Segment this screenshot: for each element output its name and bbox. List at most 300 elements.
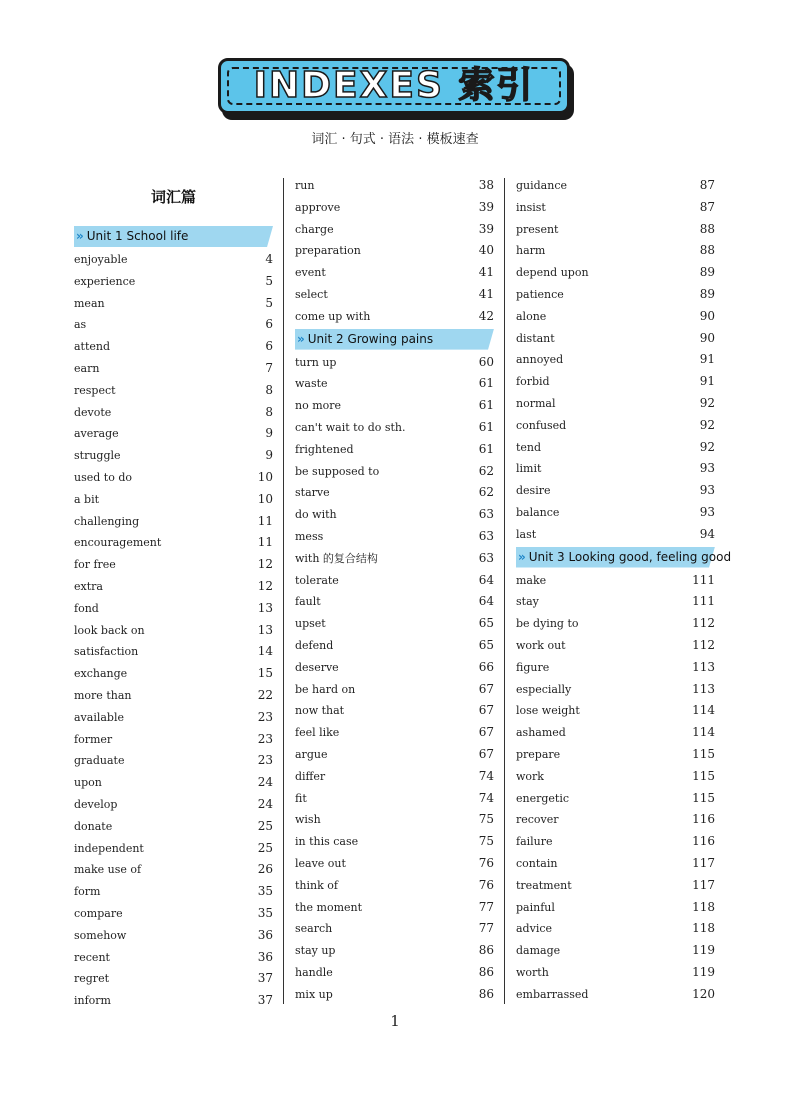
entry-term: challenging [74, 514, 140, 528]
entry-term: embarrassed [516, 987, 589, 1001]
entry-page: 24 [257, 775, 273, 790]
index-entry [74, 489, 273, 511]
entry-page: 67 [478, 725, 494, 740]
entry-term: struggle [74, 449, 121, 463]
entry-page: 66 [478, 659, 494, 674]
entry-page: 119 [692, 943, 715, 958]
entry-page: 114 [692, 725, 715, 740]
index-entry [74, 598, 273, 620]
entry-term: as [74, 318, 87, 332]
entry-term: handle [295, 965, 333, 979]
entry-page: 24 [257, 796, 273, 811]
index-entry [74, 729, 273, 751]
entry-term: tend [516, 440, 542, 454]
entry-page: 12 [257, 557, 273, 572]
entry-term: look back on [74, 623, 145, 637]
entry-page: 114 [692, 703, 715, 718]
entry-term: insist [516, 200, 546, 214]
entry-term: donate [74, 819, 113, 833]
entry-term: former [74, 732, 113, 746]
index-entry [295, 395, 494, 417]
entry-term: leave out [295, 856, 346, 870]
entry-term: failure [516, 835, 553, 849]
entry-page: 64 [478, 572, 494, 587]
entry-term: energetic [516, 791, 570, 805]
index-entry [295, 526, 494, 548]
index-entry [295, 635, 494, 657]
column-divider [504, 178, 505, 1004]
index-entry [516, 570, 715, 592]
entry-term: experience [74, 274, 136, 288]
entry-term: harm [516, 244, 546, 258]
entry-page: 90 [699, 330, 715, 345]
entry-page: 117 [692, 877, 715, 892]
entry-page: 92 [699, 417, 715, 432]
entry-page: 89 [699, 286, 715, 301]
index-entry [295, 788, 494, 810]
entry-page: 15 [257, 666, 273, 681]
index-entry [295, 766, 494, 788]
entry-page: 39 [478, 221, 494, 236]
index-entry [74, 467, 273, 489]
index-entry [295, 940, 494, 962]
entry-term: earn [74, 361, 100, 375]
entry-page: 63 [478, 528, 494, 543]
index-entry [516, 788, 715, 810]
index-entry [516, 284, 715, 306]
entry-page: 93 [699, 504, 715, 519]
index-entry [295, 504, 494, 526]
entry-term: exchange [74, 667, 128, 681]
unit-header-label [297, 329, 433, 350]
index-entry [516, 524, 715, 546]
index-column-2 [295, 175, 494, 1005]
entry-page: 89 [699, 265, 715, 280]
index-entry [295, 262, 494, 284]
index-entry [516, 306, 715, 328]
index-entry [516, 897, 715, 919]
entry-page: 86 [478, 943, 494, 958]
entry-page: 115 [692, 790, 715, 805]
entry-term: do with [295, 508, 337, 522]
entry-page: 5 [265, 273, 273, 288]
section-title: 词汇篇 [150, 188, 196, 206]
entry-term: upset [295, 617, 326, 631]
entry-page: 112 [692, 616, 715, 631]
entry-page: 67 [478, 703, 494, 718]
index-entry [295, 439, 494, 461]
index-entry [295, 591, 494, 613]
entry-page: 116 [692, 812, 715, 827]
index-entry [516, 175, 715, 197]
index-entry [516, 657, 715, 679]
index-entry [74, 685, 273, 707]
entry-term: painful [516, 900, 555, 914]
entry-term: make use of [74, 863, 142, 877]
entry-page: 74 [478, 768, 494, 783]
entry-term: somehow [74, 928, 127, 942]
entry-term: worth [516, 965, 549, 979]
entry-term: stay [516, 595, 539, 609]
index-entry [74, 903, 273, 925]
index-entry [516, 722, 715, 744]
index-entry [516, 875, 715, 897]
index-entry [74, 271, 273, 293]
index-entry [74, 881, 273, 903]
index-entry [295, 809, 494, 831]
entry-page: 38 [478, 178, 494, 192]
entry-page: 41 [478, 265, 494, 280]
entry-term: preparation [295, 244, 361, 258]
index-entry [516, 984, 715, 1006]
index-entry [74, 794, 273, 816]
entry-page: 75 [478, 812, 494, 827]
entry-page: 23 [257, 753, 273, 768]
entry-term: distant [516, 331, 555, 345]
index-entry [516, 371, 715, 393]
entry-page: 7 [265, 360, 273, 375]
entry-page: 62 [478, 485, 494, 500]
entry-page: 61 [478, 376, 494, 391]
entry-page: 11 [257, 535, 273, 550]
entry-page: 63 [478, 507, 494, 522]
entry-term: recover [516, 813, 559, 827]
index-column-3 [516, 175, 732, 1005]
entry-page: 37 [257, 993, 273, 1008]
entry-term: forbid [516, 375, 550, 389]
index-entry [295, 461, 494, 483]
index-entry [295, 962, 494, 984]
entry-page: 119 [692, 964, 715, 979]
page-subtitle: 词汇 · 句式 · 语法 · 模板速查 [311, 132, 479, 147]
unit-title: Unit 1 School life [86, 229, 189, 243]
title-banner [218, 58, 570, 114]
entry-term: work out [516, 638, 566, 652]
index-entry [74, 511, 273, 533]
index-entry [74, 358, 273, 380]
index-entry [74, 859, 273, 881]
entry-page: 12 [257, 578, 273, 593]
entry-page: 118 [692, 899, 715, 914]
index-entry [295, 306, 494, 328]
entry-page: 118 [692, 921, 715, 936]
entry-term: be dying to [516, 617, 579, 631]
index-entry [295, 831, 494, 853]
index-entry [516, 918, 715, 940]
index-entry [295, 175, 494, 197]
entry-term: especially [516, 682, 572, 696]
index-entry [295, 570, 494, 592]
entry-page: 42 [478, 308, 494, 323]
entry-page: 67 [478, 681, 494, 696]
entry-term: inform [74, 994, 111, 1008]
entry-term: graduate [74, 754, 125, 768]
index-entry [516, 219, 715, 241]
entry-term: alone [516, 309, 547, 323]
index-entry [295, 548, 494, 570]
entry-page: 76 [478, 855, 494, 870]
entry-page: 13 [257, 600, 273, 615]
index-entry [74, 620, 273, 642]
entry-term: attend [74, 340, 111, 354]
entry-term: now that [295, 704, 345, 718]
entry-page: 113 [692, 681, 715, 696]
entry-term: think of [295, 878, 338, 892]
entry-page: 65 [478, 616, 494, 631]
entry-term: recent [74, 950, 110, 964]
entry-term: mean [74, 296, 105, 310]
entry-term: starve [295, 486, 330, 500]
entry-term: compare [74, 906, 123, 920]
index-entry [295, 352, 494, 374]
entry-term: contain [516, 856, 558, 870]
index-entry [74, 380, 273, 402]
index-entry [295, 744, 494, 766]
entry-page: 61 [478, 441, 494, 456]
index-entry [74, 445, 273, 467]
entry-page: 63 [478, 550, 494, 565]
column-divider [283, 178, 284, 1004]
index-entry [295, 875, 494, 897]
entry-page: 25 [257, 840, 273, 855]
index-entry [74, 293, 273, 315]
entry-page: 14 [257, 644, 273, 659]
entry-term: stay up [295, 944, 336, 958]
index-entry [295, 853, 494, 875]
entry-term: respect [74, 383, 116, 397]
index-entry [516, 809, 715, 831]
entry-page: 6 [265, 339, 273, 354]
entry-page: 13 [257, 622, 273, 637]
entry-term: approve [295, 200, 341, 214]
entry-page: 23 [257, 709, 273, 724]
entry-page: 120 [692, 986, 715, 1001]
entry-term: can't wait to do sth. [295, 420, 406, 434]
entry-page: 86 [478, 986, 494, 1001]
entry-page: 67 [478, 746, 494, 761]
entry-term: balance [516, 505, 560, 519]
entry-term: feel like [295, 726, 340, 740]
entry-page: 87 [699, 178, 715, 192]
entry-term: fit [295, 791, 307, 805]
entry-term: regret [74, 972, 109, 986]
entry-term: frightened [295, 442, 354, 456]
entry-page: 93 [699, 461, 715, 476]
index-entry [516, 240, 715, 262]
entry-page: 65 [478, 637, 494, 652]
index-entry [516, 502, 715, 524]
entry-page: 87 [699, 199, 715, 214]
index-entry [74, 750, 273, 772]
entry-term: defend [295, 638, 334, 652]
entry-term: turn up [295, 355, 337, 369]
entry-term: waste [295, 377, 328, 391]
index-entry [74, 423, 273, 445]
index-entry [74, 641, 273, 663]
unit-header-label [76, 226, 188, 247]
entry-page: 94 [699, 526, 715, 541]
index-entry [516, 962, 715, 984]
index-entry [516, 613, 715, 635]
entry-page: 76 [478, 877, 494, 892]
entry-page: 8 [265, 404, 273, 419]
entry-page: 77 [478, 921, 494, 936]
index-entry [516, 744, 715, 766]
index-entry [74, 554, 273, 576]
entry-term: guidance [516, 179, 567, 192]
entry-term: upon [74, 776, 102, 790]
entry-page: 23 [257, 731, 273, 746]
entry-term: damage [516, 944, 561, 958]
unit-header-label [518, 547, 731, 568]
index-entry [74, 990, 273, 1012]
index-entry [516, 635, 715, 657]
entry-term: encouragement [74, 536, 162, 550]
entry-page: 9 [265, 448, 273, 463]
entry-term: devote [74, 405, 112, 419]
index-entry [295, 219, 494, 241]
index-entry [74, 816, 273, 838]
entry-term: satisfaction [74, 645, 139, 659]
index-entry [516, 437, 715, 459]
entry-term: ashamed [516, 726, 566, 740]
index-entry [516, 197, 715, 219]
entry-term: differ [295, 769, 326, 783]
entry-term: argue [295, 747, 328, 761]
unit-header [295, 329, 494, 350]
index-entry [74, 402, 273, 424]
entry-term: treatment [516, 878, 572, 892]
entry-page: 26 [257, 862, 273, 877]
entry-page: 117 [692, 855, 715, 870]
entry-term: annoyed [516, 353, 564, 367]
entry-term: come up with [295, 309, 371, 323]
entry-page: 61 [478, 419, 494, 434]
entry-page: 37 [257, 971, 273, 986]
entry-term: in this case [295, 835, 359, 849]
index-entry [295, 722, 494, 744]
entry-term: form [74, 885, 101, 899]
index-entry [516, 393, 715, 415]
entry-term: extra [74, 579, 103, 593]
entry-page: 35 [257, 884, 273, 899]
entry-page: 61 [478, 398, 494, 413]
index-entry [295, 373, 494, 395]
entry-term: the moment [295, 900, 363, 914]
entry-page: 88 [699, 243, 715, 258]
entry-page: 77 [478, 899, 494, 914]
entry-term: depend upon [516, 266, 589, 280]
entry-term: available [74, 710, 124, 724]
entry-page: 10 [257, 469, 273, 484]
entry-term: last [516, 527, 537, 541]
entry-page: 36 [257, 949, 273, 964]
double-chevron-icon: » [297, 331, 305, 346]
double-chevron-icon: » [518, 549, 526, 564]
index-entry [74, 968, 273, 990]
entry-term: wish [295, 813, 321, 827]
entry-term: normal [516, 396, 556, 410]
index-entry [295, 613, 494, 635]
index-entry [295, 657, 494, 679]
index-entry [516, 480, 715, 502]
entry-page: 75 [478, 834, 494, 849]
index-entry [516, 853, 715, 875]
index-entry [295, 984, 494, 1006]
entry-term: search [295, 922, 333, 936]
entry-page: 92 [699, 439, 715, 454]
entry-page: 88 [699, 221, 715, 236]
index-entry [295, 417, 494, 439]
entry-term: desire [516, 484, 551, 498]
entry-term: make [516, 573, 547, 587]
entry-term: no more [295, 399, 342, 413]
unit-header [74, 226, 273, 247]
entry-page: 112 [692, 637, 715, 652]
entry-page: 90 [699, 308, 715, 323]
index-entry [74, 838, 273, 860]
entry-term: deserve [295, 660, 339, 674]
entry-term: a bit [74, 492, 100, 506]
entry-term: mess [295, 529, 324, 543]
index-column-1 [74, 175, 273, 1012]
entry-term: with 的复合结构 [295, 551, 378, 565]
entry-page: 8 [265, 382, 273, 397]
entry-page: 4 [265, 252, 273, 266]
entry-term: limit [516, 462, 542, 476]
index-entry [516, 458, 715, 480]
index-entry [295, 700, 494, 722]
entry-term: advice [516, 922, 553, 936]
entry-term: patience [516, 287, 564, 301]
entry-page: 10 [257, 491, 273, 506]
index-entry [74, 707, 273, 729]
entry-page: 92 [699, 395, 715, 410]
index-entry [74, 249, 273, 271]
entry-term: charge [295, 222, 334, 236]
entry-page: 62 [478, 463, 494, 478]
index-entry [295, 918, 494, 940]
entry-page: 36 [257, 927, 273, 942]
index-entry [516, 766, 715, 788]
entry-page: 40 [478, 243, 494, 258]
entry-term: more than [74, 688, 132, 702]
entry-term: lose weight [516, 704, 580, 718]
index-entry [295, 284, 494, 306]
index-entry [295, 679, 494, 701]
index-entry [74, 576, 273, 598]
index-entry [516, 679, 715, 701]
index-entry [74, 925, 273, 947]
entry-term: fond [74, 601, 99, 615]
entry-term: enjoyable [74, 253, 128, 266]
index-entry [74, 336, 273, 358]
index-entry [74, 947, 273, 969]
index-entry [295, 482, 494, 504]
entry-page: 64 [478, 594, 494, 609]
index-entry [516, 591, 715, 613]
entry-page: 115 [692, 746, 715, 761]
entry-term: average [74, 427, 119, 441]
page-number: 1 [390, 1012, 400, 1030]
entry-page: 113 [692, 659, 715, 674]
entry-term: present [516, 222, 559, 236]
entry-term: tolerate [295, 573, 339, 587]
unit-header [516, 547, 732, 568]
entry-page: 111 [692, 594, 715, 609]
index-entry [516, 940, 715, 962]
entry-page: 93 [699, 483, 715, 498]
